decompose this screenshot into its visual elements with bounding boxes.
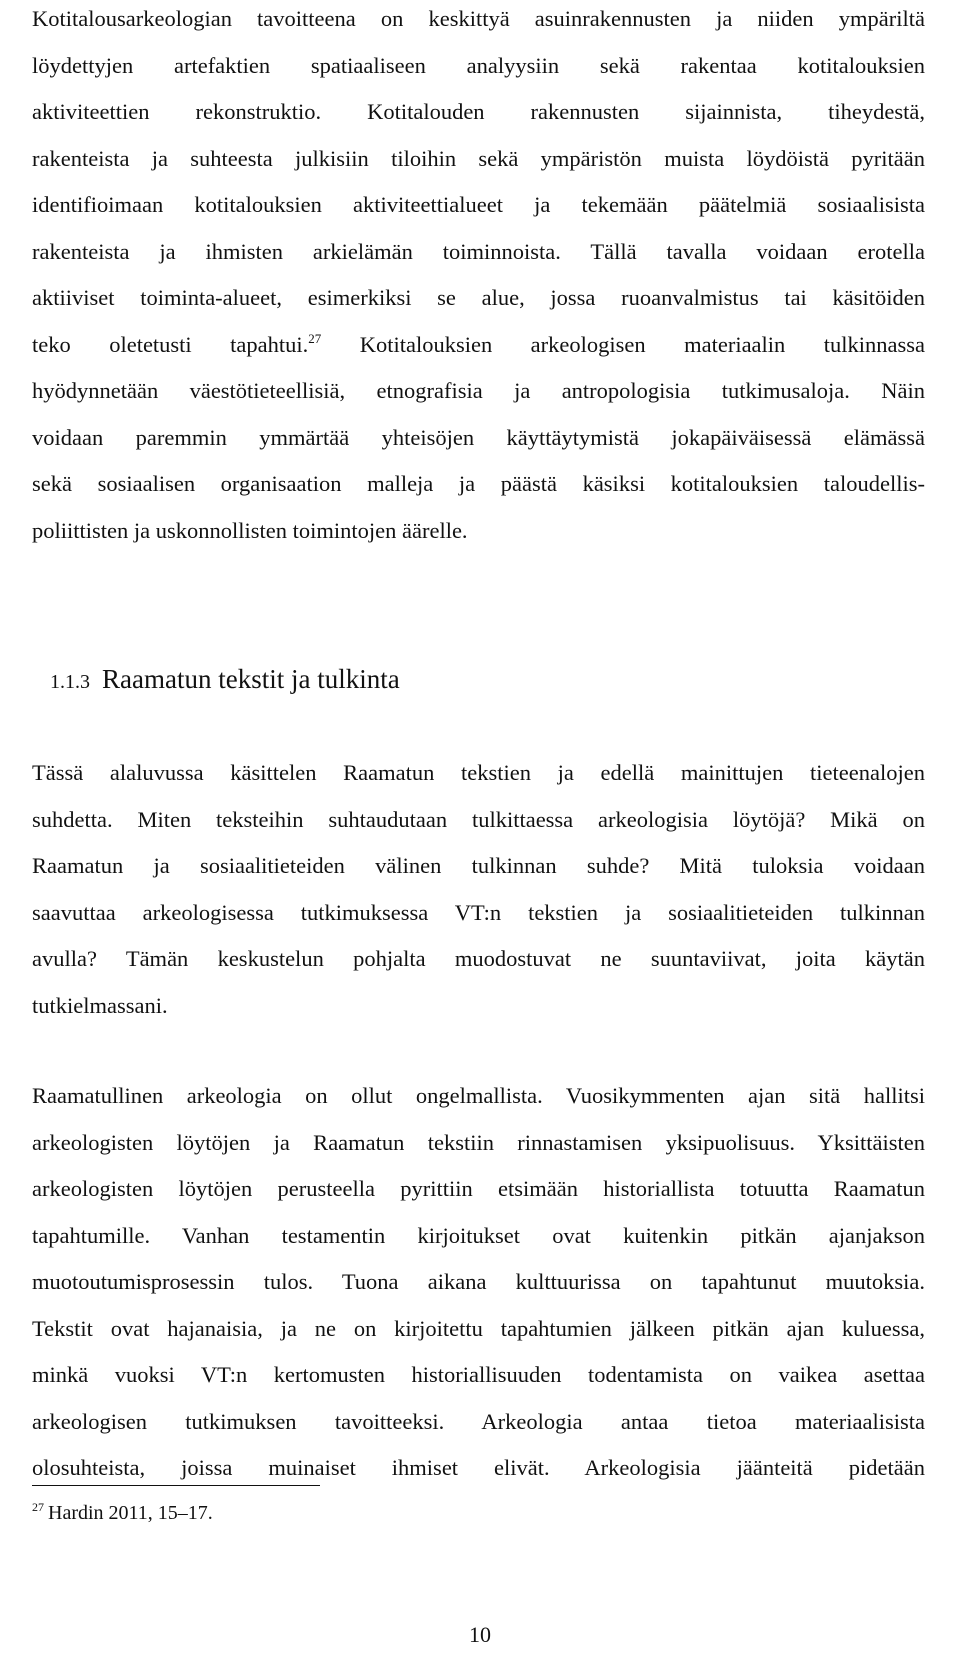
body-paragraph [32, 0, 925, 554]
text-line: aktiiviset toiminta-alueet, esimerkiksi se alue, jossa ruoanvalmistus tai käsitöiden [32, 285, 925, 310]
footnote-text: Hardin 2011, 15‒17. [48, 1502, 213, 1524]
text-line: suhdetta. Miten teksteihin suhtaudutaan tulkittaessa arkeologisia löytöjä? Mikä on [32, 806, 925, 832]
footnote [32, 1493, 213, 1533]
text-line: Tässä alaluvussa käsittelen Raamatun tekstien ja edellä mainittujen tieteenalojen [32, 760, 925, 785]
body-paragraph [32, 750, 925, 1029]
text-line: identifioimaan kotitalouksien aktiviteettialueet ja tekemään päätelmiä sosiaalisista [32, 192, 925, 217]
text-line: poliittisten ja uskonnollisten toimintojen äärelle. [32, 517, 468, 543]
text-line: Tekstit ovat hajanaisia, ja ne on kirjoitettu tapahtumien jälkeen pitkän ajan kuluessa, [32, 1315, 925, 1341]
text-line-with-footnote-ref [32, 322, 925, 369]
text-line: hyödynnetään väestötieteellisiä, etnografisia ja antropologisia tutkimusaloja. Näin [32, 378, 925, 403]
section-number: 1.1.3 [50, 671, 90, 693]
footnote-reference[interactable]: 27 [308, 330, 322, 346]
text-segment: Kotitalouksien arkeologisen materiaalin tulkinnassa [321, 331, 925, 357]
text-line: avulla? Tämän keskustelun pohjalta muodostuvat ne suuntaviivat, joita käytän [32, 946, 925, 971]
page-number: 10 [469, 1622, 491, 1647]
footnote-separator [32, 1485, 320, 1486]
text-line: muotoutumisprosessin tulos. Tuona aikana kulttuurissa on tapahtunut muutoksia. [32, 1269, 925, 1294]
text-line: sekä sosiaalisen organisaation malleja ja päästä käsiksi kotitalouksien taloudellis- [32, 471, 925, 496]
text-line: minkä vuoksi VT:n kertomusten historiallisuuden todentamista on vaikea asettaa [32, 1362, 925, 1387]
text-line: arkeologisten löytöjen ja Raamatun tekstiin rinnastamisen yksipuolisuus. Yksittäisten [32, 1129, 925, 1155]
text-segment: teko oletetusti tapahtui. [32, 331, 309, 357]
text-line: löydettyjen artefaktien spatiaaliseen analyysiin sekä rakentaa kotitalouksien [32, 52, 925, 78]
footnote-marker: 27 [32, 1500, 44, 1514]
text-line: olosuhteista, joissa muinaiset ihmiset elivät. Arkeologisia jäänteitä pidetään [32, 1455, 925, 1480]
text-line: arkeologisen tutkimuksen tavoitteeksi. Arkeologia antaa tietoa materiaalisista [32, 1408, 925, 1434]
text-line: Raamatun ja sosiaalitieteiden välinen tulkinnan suhde? Mitä tuloksia voidaan [32, 853, 925, 878]
text-line: rakenteista ja ihmisten arkielämän toiminnoista. Tällä tavalla voidaan erotella [32, 238, 925, 264]
text-line: Kotitalousarkeologian tavoitteena on keskittyä asuinrakennusten ja niiden ympäriltä [32, 6, 925, 31]
text-line: Raamatullinen arkeologia on ollut ongelmallista. Vuosikymmenten ajan sitä hallitsi [32, 1083, 925, 1108]
body-paragraph [32, 1073, 925, 1492]
text-line: aktiviteettien rekonstruktio. Kotitalouden rakennusten sijainnista, tiheydestä, [32, 99, 925, 124]
text-line: voidaan paremmin ymmärtää yhteisöjen käyttäytymistä jokapäiväisessä elämässä [32, 424, 925, 450]
text-line: arkeologisten löytöjen perusteella pyrittiin etsimään historiallista totuutta Raamatun [32, 1176, 925, 1201]
text-line: rakenteista ja suhteesta julkisiin tiloihin sekä ympäristön muista löydöistä pyritään [32, 145, 925, 171]
text-line: tutkielmassani. [32, 992, 168, 1018]
text-line: tapahtumille. Vanhan testamentin kirjoitukset ovat kuitenkin pitkän ajanjakson [32, 1222, 925, 1248]
section-heading [50, 664, 400, 695]
text-line: saavuttaa arkeologisessa tutkimuksessa VT:n tekstien ja sosiaalitieteiden tulkinnan [32, 899, 925, 925]
section-title: Raamatun tekstit ja tulkinta [102, 664, 400, 694]
